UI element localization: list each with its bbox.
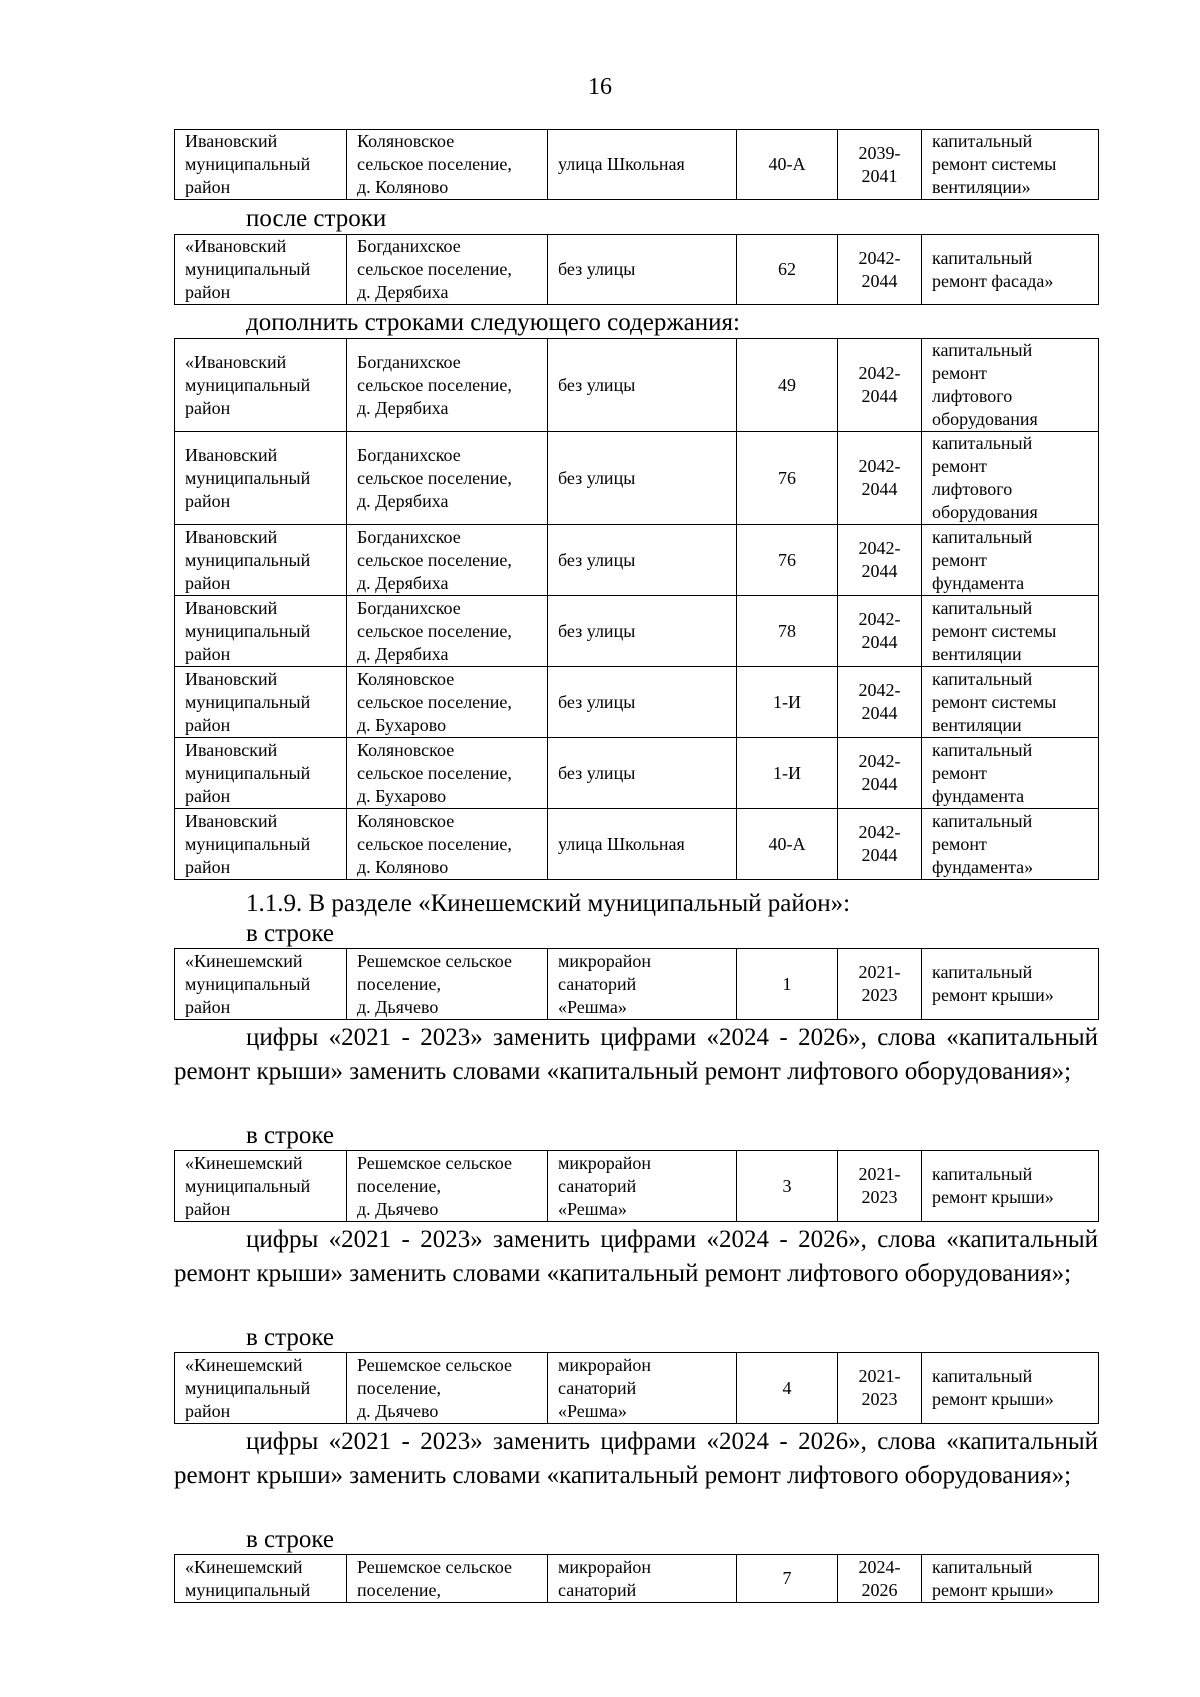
settlement-cell: Решемское сельское поселение,	[347, 1555, 548, 1603]
table-row	[175, 596, 1099, 667]
work-type-cell: капитальный ремонт системы вентиляции»	[922, 130, 1099, 200]
work-type-cell: капитальный ремонт фасада»	[922, 235, 1099, 305]
amendment-paragraph: цифры «2021 - 2023» заменить цифрами «2024 - 2026», слова «капитальный ремонт крыши» заменить словами «капитальный ремонт лифтового оборудования»;	[174, 1226, 1098, 1287]
settlement-cell: Коляновское сельское поселение, д. Бухарово	[347, 738, 548, 809]
district-cell: «Кинешемский муниципальный район	[175, 949, 347, 1020]
district-cell: «Кинешемский муниципальный район	[175, 1353, 347, 1424]
district-cell: Ивановский муниципальный район	[175, 596, 347, 667]
house-number-cell: 1	[737, 949, 838, 1020]
intro-table	[174, 129, 1099, 200]
street-cell: улица Школьная	[548, 809, 737, 880]
amendment-paragraph: цифры «2021 - 2023» заменить цифрами «2024 - 2026», слова «капитальный ремонт крыши» заменить словами «капитальный ремонт лифтового оборудования»;	[174, 1428, 1098, 1489]
work-type-cell: капитальный ремонт лифтового оборудования	[922, 339, 1099, 432]
settlement-cell: Богданихское сельское поселение, д. Дерябиха	[347, 235, 548, 305]
district-cell: «Ивановский муниципальный район	[175, 339, 347, 432]
settlement-cell: Решемское сельское поселение, д. Дьячево	[347, 1353, 548, 1424]
work-type-cell: капитальный ремонт крыши»	[922, 1353, 1099, 1424]
house-number-cell: 1-И	[737, 667, 838, 738]
house-number-cell: 3	[737, 1151, 838, 1222]
years-cell: 2042- 2044	[838, 596, 922, 667]
district-cell: «Кинешемский муниципальный	[175, 1555, 347, 1603]
work-type-cell: капитальный ремонт крыши»	[922, 1555, 1099, 1603]
table-row	[175, 339, 1099, 432]
house-number-cell: 40-А	[737, 130, 838, 200]
settlement-cell: Решемское сельское поселение, д. Дьячево	[347, 1151, 548, 1222]
street-cell: микрорайон санаторий «Решма»	[548, 1151, 737, 1222]
district-cell: Ивановский муниципальный район	[175, 432, 347, 525]
house-number-cell: 62	[737, 235, 838, 305]
table-row	[175, 130, 1099, 200]
table-row	[175, 432, 1099, 525]
years-cell: 2021- 2023	[838, 1353, 922, 1424]
district-cell: Ивановский муниципальный район	[175, 525, 347, 596]
house-number-cell: 49	[737, 339, 838, 432]
street-cell: без улицы	[548, 432, 737, 525]
district-cell: Ивановский муниципальный район	[175, 738, 347, 809]
kineshma-row-table	[174, 1352, 1099, 1424]
street-cell: без улицы	[548, 235, 737, 305]
district-cell: «Ивановский муниципальный район	[175, 235, 347, 305]
house-number-cell: 76	[737, 432, 838, 525]
kineshma-row-table	[174, 948, 1099, 1020]
table-row	[175, 667, 1099, 738]
house-number-cell: 78	[737, 596, 838, 667]
settlement-cell: Коляновское сельское поселение, д. Коляново	[347, 809, 548, 880]
house-number-cell: 7	[737, 1555, 838, 1603]
settlement-cell: Решемское сельское поселение, д. Дьячево	[347, 949, 548, 1020]
kineshma-row-table	[174, 1554, 1099, 1603]
after-row-table	[174, 234, 1099, 305]
table-row	[175, 1151, 1099, 1222]
years-cell: 2042- 2044	[838, 432, 922, 525]
years-cell: 2039- 2041	[838, 130, 922, 200]
in-row-label: в строке	[246, 1526, 335, 1553]
work-type-cell: капитальный ремонт крыши»	[922, 1151, 1099, 1222]
years-cell: 2042- 2044	[838, 667, 922, 738]
after-row-label: после строки	[246, 205, 387, 232]
settlement-cell: Коляновское сельское поселение, д. Коляново	[347, 130, 548, 200]
table-row	[175, 1555, 1099, 1603]
table-row	[175, 235, 1099, 305]
years-cell: 2042- 2044	[838, 738, 922, 809]
street-cell: микрорайон санаторий	[548, 1555, 737, 1603]
district-cell: Ивановский муниципальный район	[175, 667, 347, 738]
district-cell: «Кинешемский муниципальный район	[175, 1151, 347, 1222]
work-type-cell: капитальный ремонт системы вентиляции	[922, 667, 1099, 738]
years-cell: 2042- 2044	[838, 235, 922, 305]
street-cell: без улицы	[548, 738, 737, 809]
settlement-cell: Коляновское сельское поселение, д. Бухарово	[347, 667, 548, 738]
work-type-cell: капитальный ремонт фундамента»	[922, 809, 1099, 880]
street-cell: микрорайон санаторий «Решма»	[548, 949, 737, 1020]
street-cell: микрорайон санаторий «Решма»	[548, 1353, 737, 1424]
years-cell: 2042- 2044	[838, 339, 922, 432]
years-cell: 2024- 2026	[838, 1555, 922, 1603]
settlement-cell: Богданихское сельское поселение, д. Дерябиха	[347, 525, 548, 596]
work-type-cell: капитальный ремонт фундамента	[922, 738, 1099, 809]
district-cell: Ивановский муниципальный район	[175, 130, 347, 200]
work-type-cell: капитальный ремонт фундамента	[922, 525, 1099, 596]
page-number: 16	[588, 74, 612, 100]
street-cell: улица Школьная	[548, 130, 737, 200]
section-heading: 1.1.9. В разделе «Кинешемский муниципальный район»:	[246, 890, 851, 917]
table-row	[175, 525, 1099, 596]
house-number-cell: 4	[737, 1353, 838, 1424]
house-number-cell: 1-И	[737, 738, 838, 809]
settlement-cell: Богданихское сельское поселение, д. Дерябиха	[347, 339, 548, 432]
table-row	[175, 1353, 1099, 1424]
street-cell: без улицы	[548, 667, 737, 738]
work-type-cell: капитальный ремонт крыши»	[922, 949, 1099, 1020]
in-row-label: в строке	[246, 920, 335, 947]
district-cell: Ивановский муниципальный район	[175, 809, 347, 880]
settlement-cell: Богданихское сельское поселение, д. Дерябиха	[347, 432, 548, 525]
kineshma-row-table	[174, 1150, 1099, 1222]
work-type-cell: капитальный ремонт системы вентиляции	[922, 596, 1099, 667]
add-rows-label: дополнить строками следующего содержания:	[246, 309, 740, 336]
years-cell: 2042- 2044	[838, 525, 922, 596]
street-cell: без улицы	[548, 525, 737, 596]
amendment-paragraph: цифры «2021 - 2023» заменить цифрами «2024 - 2026», слова «капитальный ремонт крыши» заменить словами «капитальный ремонт лифтового оборудования»;	[174, 1024, 1098, 1085]
years-cell: 2021- 2023	[838, 949, 922, 1020]
table-row	[175, 809, 1099, 880]
house-number-cell: 76	[737, 525, 838, 596]
table-row	[175, 738, 1099, 809]
years-cell: 2021- 2023	[838, 1151, 922, 1222]
street-cell: без улицы	[548, 596, 737, 667]
house-number-cell: 40-А	[737, 809, 838, 880]
in-row-label: в строке	[246, 1122, 335, 1149]
in-row-label: в строке	[246, 1324, 335, 1351]
settlement-cell: Богданихское сельское поселение, д. Дерябиха	[347, 596, 548, 667]
table-row	[175, 949, 1099, 1020]
work-type-cell: капитальный ремонт лифтового оборудования	[922, 432, 1099, 525]
added-rows-table	[174, 338, 1099, 880]
years-cell: 2042- 2044	[838, 809, 922, 880]
street-cell: без улицы	[548, 339, 737, 432]
